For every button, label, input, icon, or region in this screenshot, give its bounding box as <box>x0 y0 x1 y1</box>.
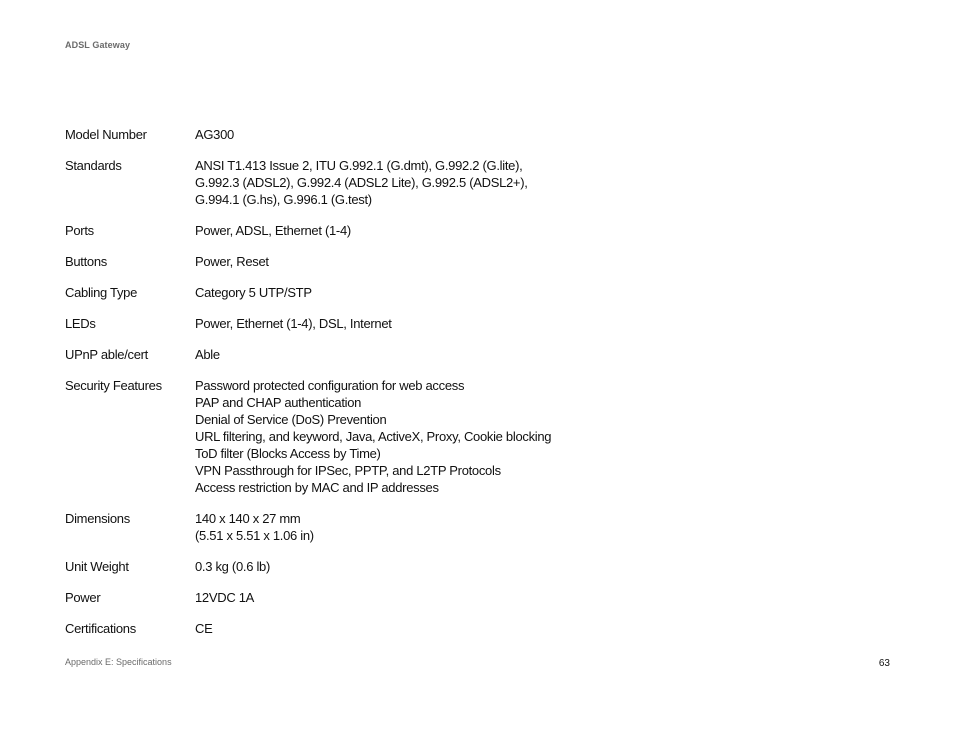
spec-row <box>65 589 885 620</box>
specifications-body <box>65 126 885 651</box>
spec-value <box>195 284 885 315</box>
spec-row <box>65 126 885 157</box>
spec-value-line: ANSI T1.413 Issue 2, ITU G.992.1 (G.dmt), G.992.2 (G.lite), <box>195 158 523 173</box>
spec-label: UPnP able/cert <box>65 347 148 362</box>
spec-label: Model Number <box>65 127 147 142</box>
spec-value-line: 12VDC 1A <box>195 590 255 605</box>
page-number: 63 <box>878 658 890 669</box>
spec-value <box>195 620 885 651</box>
spec-label: Unit Weight <box>65 559 129 574</box>
spec-value <box>195 222 885 253</box>
spec-label: LEDs <box>65 316 96 331</box>
spec-value-line: URL filtering, and keyword, Java, ActiveX, Proxy, Cookie blocking <box>195 429 552 444</box>
spec-value-line: VPN Passthrough for IPSec, PPTP, and L2TP Protocols <box>195 463 501 478</box>
spec-value <box>195 315 885 346</box>
spec-value-line: 140 x 140 x 27 mm <box>195 511 301 526</box>
spec-row <box>65 346 885 377</box>
spec-row <box>65 157 885 222</box>
specifications-table <box>65 126 885 651</box>
spec-row <box>65 377 885 510</box>
running-header: ADSL Gateway <box>65 40 131 50</box>
spec-row <box>65 620 885 651</box>
spec-row <box>65 558 885 589</box>
spec-label: Dimensions <box>65 511 130 526</box>
spec-value-line: Access restriction by MAC and IP addresses <box>195 480 439 495</box>
spec-value-line: Power, Ethernet (1-4), DSL, Internet <box>195 316 392 331</box>
spec-value <box>195 377 885 510</box>
spec-label: Security Features <box>65 378 162 393</box>
spec-value-line: Power, Reset <box>195 254 269 269</box>
spec-row <box>65 222 885 253</box>
spec-row <box>65 284 885 315</box>
spec-label: Power <box>65 590 101 605</box>
spec-value <box>195 157 885 222</box>
spec-label: Standards <box>65 158 122 173</box>
spec-value-line: G.992.3 (ADSL2), G.992.4 (ADSL2 Lite), G.992.5 (ADSL2+), <box>195 175 528 190</box>
spec-label: Certifications <box>65 621 136 636</box>
spec-value <box>195 253 885 284</box>
spec-value-line: Able <box>195 347 220 362</box>
spec-value-line: 0.3 kg (0.6 lb) <box>195 559 270 574</box>
spec-label: Buttons <box>65 254 107 269</box>
spec-value-line: AG300 <box>195 127 234 142</box>
spec-value <box>195 510 885 558</box>
spec-value-line: CE <box>195 621 213 636</box>
spec-value-line: (5.51 x 5.51 x 1.06 in) <box>195 528 314 543</box>
spec-label: Ports <box>65 223 94 238</box>
spec-value-line: Password protected configuration for web access <box>195 378 465 393</box>
spec-value <box>195 346 885 377</box>
footer-section-title: Appendix E: Specifications <box>65 657 172 667</box>
spec-value <box>195 589 885 620</box>
spec-value-line: PAP and CHAP authentication <box>195 395 362 410</box>
spec-value-line: Power, ADSL, Ethernet (1-4) <box>195 223 351 238</box>
spec-value-line: G.994.1 (G.hs), G.996.1 (G.test) <box>195 192 372 207</box>
spec-value-line: ToD filter (Blocks Access by Time) <box>195 446 381 461</box>
spec-label: Cabling Type <box>65 285 138 300</box>
spec-value <box>195 126 885 157</box>
spec-row <box>65 510 885 558</box>
spec-value-line: Category 5 UTP/STP <box>195 285 312 300</box>
spec-row <box>65 315 885 346</box>
spec-row <box>65 253 885 284</box>
spec-value-line: Denial of Service (DoS) Prevention <box>195 412 387 427</box>
spec-value <box>195 558 885 589</box>
